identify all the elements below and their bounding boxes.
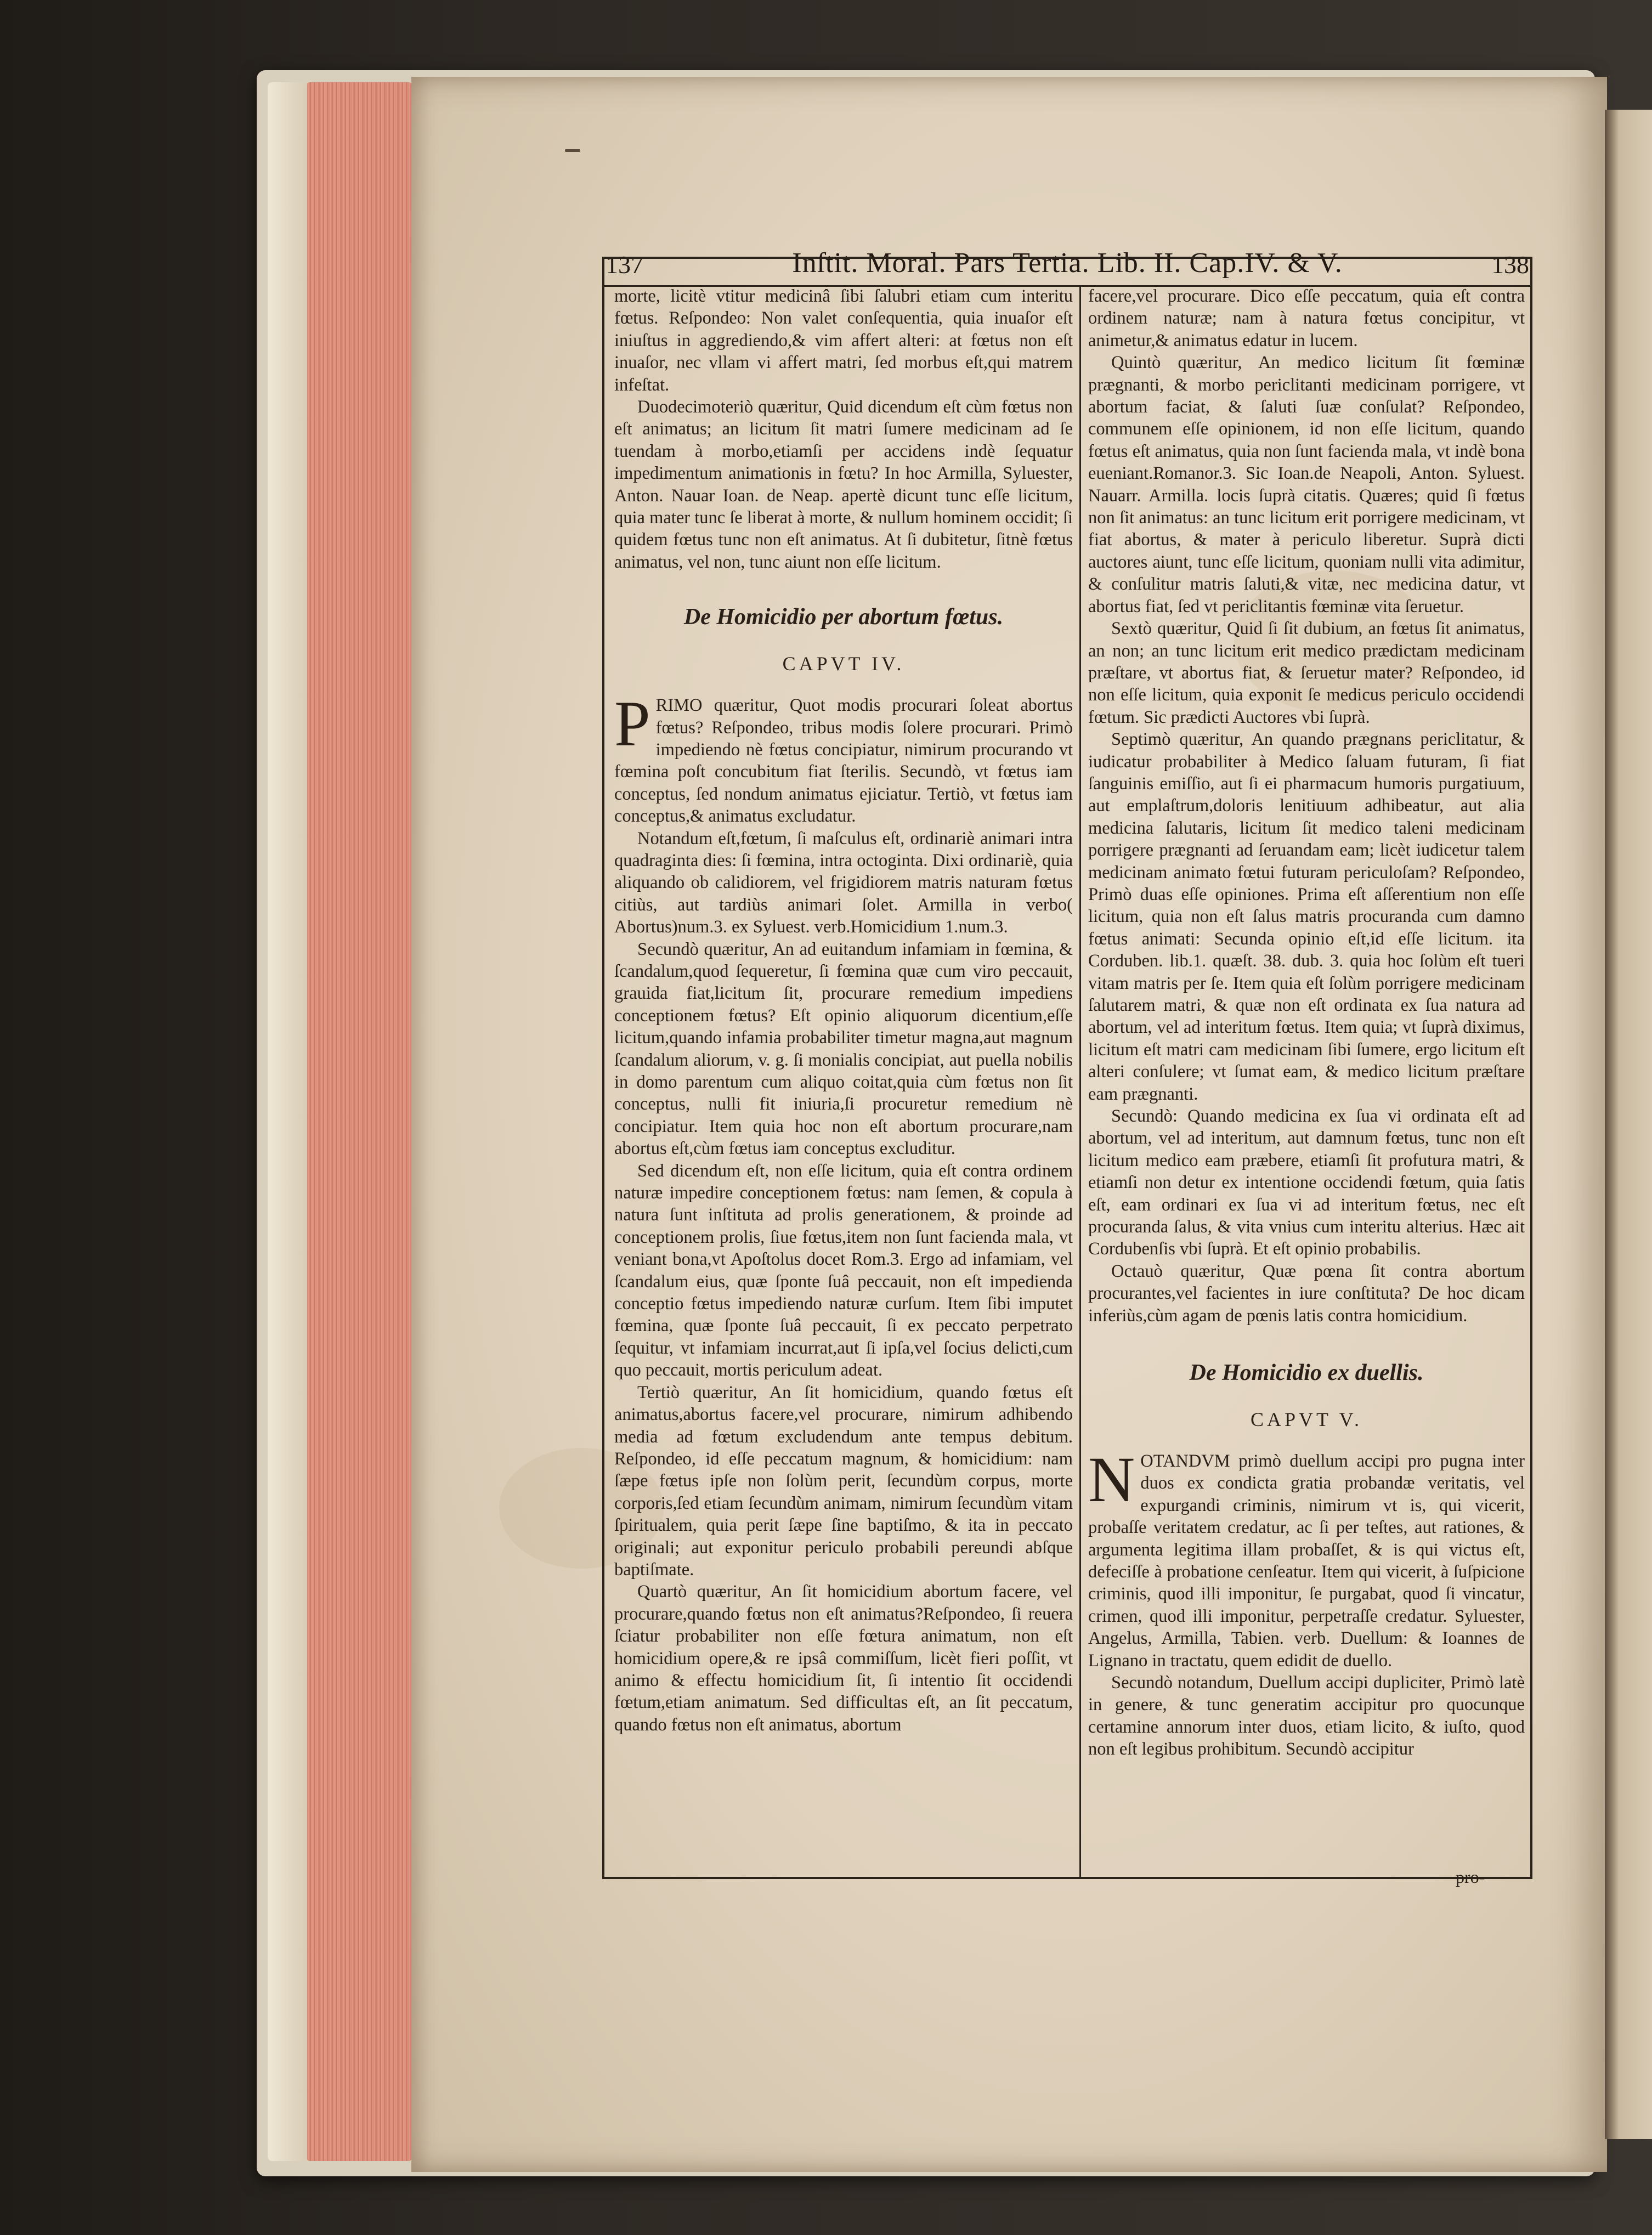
paragraph: Sed dicendum eſt, non eſſe licitum, quia eſt contra ordinem naturæ impedire conceptionem fœtus: nam ſemen, & copula à natura ſunt inſtituta ad prolis generationem, & proinde ad conceptionem prolis, ſiue fœtus,item non ſunt facienda mala, vt veniant bona,vt Apoſtolus docet Rom.3. Ergo ad infamiam, vel ſcandalum eius, quæ ſponte ſuâ peccauit, non eſt impedienda conceptio fœtus impediendo naturæ curſum. Item ſibi imputet fœmina, quæ ſponte ſuâ peccauit, ſi ex peccato perpetrato ſequitur, vt infamiam incurrat,aut ſi ipſa,vel ſocius delicti,cum quo peccauit, mortis periculum adeat. <box>614 1161 1073 1380</box>
paragraph: Quartò quæritur, An ſit homicidium abortum facere, vel procurare,quando fœtus non eſt animatus?Reſpondeo, ſi reuera ſciatur probabiliter non eſſe fœtura animatum, non eſt homicidium opere,& re ipsâ commiſſum, licèt fieri poſſit, vt animo & effectu homicidium ſit, ſi intentio ſit occidendi fœtum,etiam animatum. Sed difficultas eſt, an ſit peccatum, quando fœtus non eſt animatus, abortum <box>614 1582 1073 1735</box>
left-column <box>614 285 1073 1736</box>
paragraph: Septimò quæritur, An quando prægnans periclitatur, & iudicatur probabiliter à Medico ſaluam futuram, ſi fiat ſanguinis emiſſio, aut ſi ei pharmacum humoris purgatiuum, aut emplaſtrum,doloris lenitiuum adhibeatur, aut alia medicina ſalutaris, licitum ſit medico taleni medicinam porrigere prægnanti ad ſeruandam eam; licèt iudicetur talem medicinam animato fœtui futuram periculoſam? Reſpondeo, Primò duas eſſe opiniones. Prima eſt aſſerentium non eſſe licitum, quia non eſt ſalus matris procuranda cum damno fœtus animati: Secunda opinio eſt,id eſſe licitum. ita Corduben. lib.1. quæſt. 38. dub. 3. quia hoc ſolùm eſt tueri vitam matris per ſe. Item quia eſt ſolùm porrigere medicinam ſalutarem matri, & quæ non eſt ordinata ex ſua natura ad abortum, vel ad interitum fœtus. Item quia; vt ſuprà diximus, licitum eſt matri cam medicinam ſibi ſumere, ergo licitum eſt alteri conſulere; vt ſumat eam, & medico licitum præſtare eam prægnanti. <box>1088 729 1525 1104</box>
paragraph: Tertiò quæritur, An ſit homicidium, quando fœtus eſt animatus,abortus facere,vel procurare, nimirum adhibendo media ad fœtum excludendum ante tempus debitum. Reſpondeo, id eſſe peccatum magnum, & homicidium: nam ſæpe fœtus ipſe non ſolùm perit, ſecundùm corpus, morte corporis,ſed etiam ſecundùm animam, nimirum ſecundùm vitam ſpiritualem, quia perit ſæpe ſine baptiſmo, & ita in peccato originali; aut exponitur periculo probabili pereundi abſque baptiſmate. <box>614 1382 1073 1580</box>
chapter-heading: CAPVT IV. <box>782 652 905 675</box>
paragraph-text: OTANDVM primò duellum accipi pro pugna inter duos ex condicta gratia probandæ veritatis, vel expurgandi criminis, nimirum vt is, qui vicerit, probaſſe veritatem credatur, ac ſi per teſtes, aut rationes, & argumenta legitima illam probaſſet, & is qui victus eſt, defeciſſe à probatione cenſeatur. Item qui vicerit, à ſuſpicione criminis, quod illi imponitur, ſe purgabat, quod ſi vincatur, crimen, quod illi imponitur, perpetraſſe credatur. Syluester, Angelus, Armilla, Tabien. verb. Duellum: & Ioannes de Lignano in tractatu, quem edidit de duello. <box>1088 1451 1525 1671</box>
paragraph-text: RIMO quæritur, Quot modis procurari ſoleat abortus fœtus? Reſpondeo, tribus modis ſolere procurari. Primò impediendo nè fœtus concipiatur, nimirum procurando vt fœmina poſt concubitum fiat ſterilis. Secundò, vt fœtus iam conceptus, ſed nondum animatus ejiciatur. Tertiò, vt fœtus iam conceptus,& animatus excludatur. <box>614 695 1073 827</box>
paragraph: Secundò quæritur, An ad euitandum infamiam in fœmina, & ſcandalum,quod ſequeretur, ſi fœmina quæ cum viro peccauit, grauida fiat,licitum ſit, procurare remedium impediens conceptionem fœtus? Eſt opinio aliquorum dicentium,eſſe licitum,quando infamia probabiliter timetur magna,aut magnum ſcandalum aliorum, v. g. ſi monialis concipiat, aut puella nobilis in domo parentum cum aliquo coitat,quia cùm fœtus non ſit conceptus, nulli fit iniuria,ſi procuretur remedium nè concipiatur. Item quia hoc non eſt abortum procurare,nam abortus eſt,cùm fœtus iam conceptus excluditur. <box>614 939 1073 1159</box>
red-page-edges <box>307 82 411 2161</box>
paragraph: Duodecimoteriò quæritur, Quid dicendum eſt cùm fœtus non eſt animatus; an licitum ſit matri ſumere medicinam ad ſe tuendam à morbo,etiamſi per accidens indè ſequatur impedimentum animationis in fœtu? In hoc Armilla, Syluester, Anton. Nauar Ioan. de Neap. apertè dicunt tunc eſſe licitum, quia mater tunc ſe liberat à morte, & nullum hominem occidit; ſi quidem fœtus tunc non eſt animatus. At ſi dubitetur, ſitnè fœtus animatus, vel non, tunc aiunt non eſſe licitum. <box>614 397 1073 572</box>
facing-page-edge <box>1605 110 1652 2139</box>
chapter-heading: CAPVT V. <box>1250 1408 1363 1430</box>
right-page-number: 138 <box>1491 251 1529 279</box>
drop-cap: N <box>1088 1443 1135 1515</box>
section-title: De Homicidio per abortum fœtus. <box>683 604 1004 630</box>
vellum-edge <box>268 82 307 2161</box>
paragraph: Quintò quæritur, An medico licitum ſit fœminæ prægnanti, & morbo periclitanti medicinam porrigere, vt abortum faciat, & ſaluti ſuæ conſulat? Reſpondeo, communem eſſe opinionem, id non eſſe licitum, quando fœtus eſt animatus, quia non ſunt facienda mala, vt indè bona eueniant.Romanor.3. Sic Ioan.de Neapoli, Anton. Syluest. Nauarr. Armilla. locis ſuprà citatis. Quæres; quid ſi fœtus non ſit animatus: an tunc licitum erit porrigere medicinam, vt fiat abortus, & mater à periculo liberetur. Suprà dicti auctores aiunt, tunc eſſe licitum, quoniam nulli vita adimitur, & conſulitur matris ſaluti,& vitæ, nec medicina datur, vt abortus fiat, ſed vt periclitantis fœminæ vita ſeruetur. <box>1088 353 1525 616</box>
paragraph: Secundò: Quando medicina ex ſua vi ordinata eſt ad abortum, vel ad interitum, aut damnum fœtus, tunc non eſt licitum medico eam præbere, etiamſi ſit profutura matri, & etiamſi non detur ex intentione occidendi fœtum, quia ſatis eſt, eam ordinari ex ſua vi ad interitum fœtus, nec eſt procuranda ſalus, & vita vnius cum interitu alterius. Hæc ait Cordubenſis vbi ſuprà. Et eſt opinio probabilis. <box>1088 1106 1525 1259</box>
paragraph: Octauò quæritur, Quæ pœna ſit contra abortum procurantes,vel facientes in iure conſtituta? De hoc dicam inferiùs,cùm agam de pœnis latis contra homicidium. <box>1088 1261 1525 1326</box>
right-column <box>1088 285 1525 1761</box>
column-rule <box>1079 285 1081 1879</box>
paragraph: Notandum eſt,fœtum, ſi maſculus eſt, ordinariè animari intra quadraginta dies: ſi fœmina, intra octoginta. Dixi ordinariè, quia aliquando ob calidiorem, vel frigidiorem matris naturam fœtus citiùs, aut tardiùs animari ſolet. Armilla in verbo( Abortus)num.3. ex Syluest. verb.Homicidium 1.num.3. <box>614 828 1073 937</box>
left-page-number: 137 <box>606 251 643 279</box>
running-title: Inſtit. Moral. Pars Tertia. Lib. II. Cap.IV. & V. <box>792 247 1343 279</box>
paragraph <box>614 688 1073 827</box>
paragraph <box>1088 1443 1525 1672</box>
section-title: De Homicidio ex duellis. <box>1189 1360 1424 1386</box>
drop-cap: P <box>614 688 650 760</box>
paragraph: Secundò notandum, Duellum accipi dupliciter, Primò latè in genere, & tunc generatim accipitur pro quocunque certamine annorum inter duos, etiam licito, & iuſto, quod non eſt legibus prohibitum. Secundò accipitur <box>1088 1672 1525 1759</box>
catchword: pro- <box>1456 1867 1485 1887</box>
paragraph: Sextò quæritur, Quid ſi ſit dubium, an fœtus ſit animatus, an non; an tunc licitum erit medico prædictam medicinam præſtare, vt abortus fiat, & ſeruetur mater? Reſpondeo, id non eſſe licitum, quia exponit ſe medicus periculo occidendi fœtum. Sic prædicti Auctores vbi ſuprà. <box>1088 619 1525 727</box>
ink-mark <box>565 149 580 152</box>
paragraph: facere,vel procurare. Dico eſſe peccatum, quia eſt contra ordinem naturæ; nam à natura fœtus concipitur, vt animetur,& animatus edatur in lucem. <box>1088 286 1525 350</box>
paragraph: morte, licitè vtitur medicinâ ſibi ſalubri etiam cum interitu fœtus. Reſpondeo: Non valet conſequentia, quia inuaſor eſt iniuſtus in aggrediendo,& vim affert alteri: at fœtus non eſt inuaſor, nec vllam vi affert matri, ſed morbus eſt,qui matrem infeſtat. <box>614 286 1073 395</box>
